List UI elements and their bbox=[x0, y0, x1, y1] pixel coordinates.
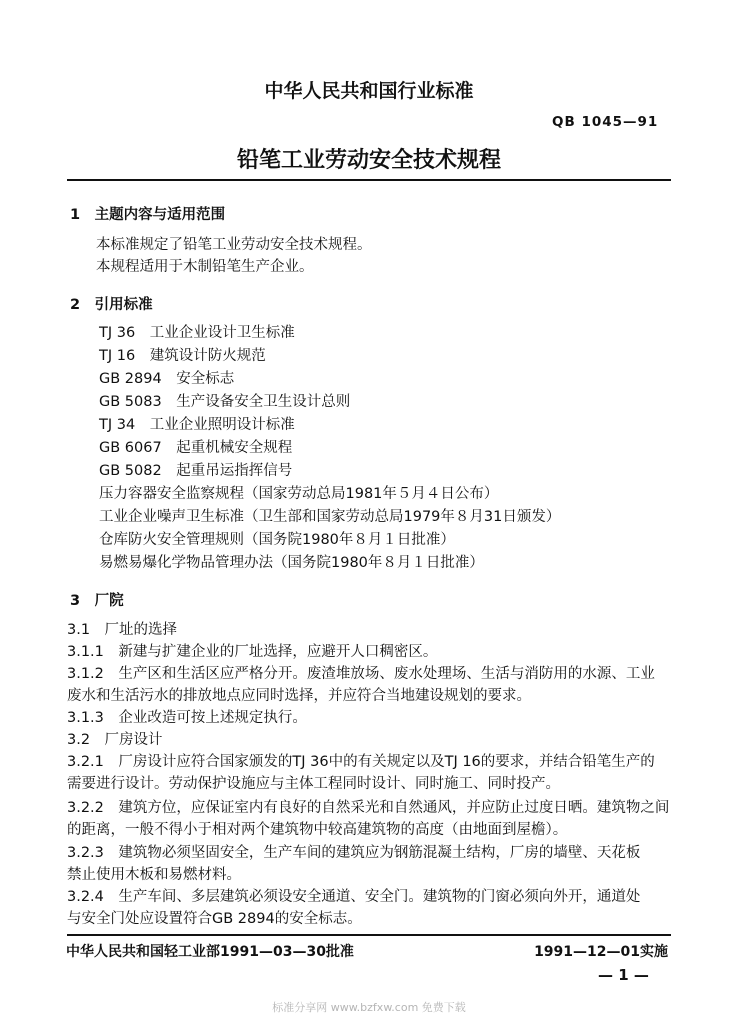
clause-3-2-1-line-2: 需要进行设计。劳动保护设施应与主体工程同时设计、同时施工、同时投产。 bbox=[67, 776, 560, 792]
reference-item: 压力容器安全监察规程（国家劳动总局1981年５月４日公布） bbox=[99, 486, 499, 502]
reference-item: 工业企业噪声卫生标准（卫生部和国家劳动总局1979年８月31日颁发） bbox=[99, 509, 561, 525]
reference-item: GB 5082 起重吊运指挥信号 bbox=[99, 463, 293, 479]
reference-item: GB 6067 起重机械安全规程 bbox=[99, 440, 293, 456]
clause-3-2-2-line-2: 的距离，一般不得小于相对两个建筑物中较高建筑物的高度（由地面到屋檐）。 bbox=[67, 822, 568, 838]
effective-date: 1991—12—01实施 bbox=[534, 944, 668, 960]
approval-statement: 中华人民共和国轻工业部1991—03—30批准 bbox=[66, 944, 354, 960]
clause-3-1-2-line-1: 3.1.2 生产区和生活区应严格分开。废渣堆放场、废水处理场、生活与消防用的水源、工业 bbox=[67, 666, 655, 682]
footer-rule bbox=[67, 934, 671, 936]
standard-category: 中华人民共和国行业标准 bbox=[264, 80, 474, 102]
reference-item: 易燃易爆化学物品管理办法（国务院1980年８月１日批准） bbox=[99, 555, 484, 571]
section-3-heading: 3 厂院 bbox=[70, 593, 124, 609]
page-number: — 1 — bbox=[598, 966, 649, 984]
clause-3-2-3-line-1: 3.2.3 建筑物必须坚固安全，生产车间的建筑应为钢筋混凝土结构，厂房的墙壁、天花板 bbox=[67, 845, 641, 861]
clause-3-2-2-line-1: 3.2.2 建筑方位，应保证室内有良好的自然采光和自然通风，并应防止过度日晒。建筑物之间 bbox=[67, 800, 670, 816]
clause-3-2-4-line-2: 与安全门处应设置符合GB 2894的安全标志。 bbox=[67, 911, 362, 927]
reference-item: TJ 34 工业企业照明设计标准 bbox=[99, 417, 295, 433]
reference-item: TJ 16 建筑设计防火规范 bbox=[99, 348, 266, 364]
clause-3-2-1-line-1: 3.2.1 厂房设计应符合国家颁发的TJ 36中的有关规定以及TJ 16的要求，并结合铅笔生产的 bbox=[67, 754, 655, 770]
reference-item: TJ 36 工业企业设计卫生标准 bbox=[99, 325, 295, 341]
section-1-heading: 1 主题内容与适用范围 bbox=[70, 207, 226, 223]
clause-3-1-3: 3.1.3 企业改造可按上述规定执行。 bbox=[67, 710, 307, 726]
clause-3-2-heading: 3.2 厂房设计 bbox=[67, 732, 163, 748]
clause-3-1-heading: 3.1 厂址的选择 bbox=[67, 622, 178, 638]
reference-item: GB 2894 安全标志 bbox=[99, 371, 235, 387]
section-1-para-1: 本标准规定了铅笔工业劳动安全技术规程。 bbox=[96, 237, 372, 253]
clause-3-2-3-line-2: 禁止使用木板和易燃材料。 bbox=[67, 867, 241, 883]
title-rule bbox=[67, 179, 671, 181]
clause-3-1-2-line-2: 废水和生活污水的排放地点应同时选择，并应符合当地建设规划的要求。 bbox=[67, 688, 531, 704]
reference-item: 仓库防火安全管理规则（国务院1980年８月１日批准） bbox=[99, 532, 455, 548]
reference-item: GB 5083 生产设备安全卫生设计总则 bbox=[99, 394, 351, 410]
document-title: 铅笔工业劳动安全技术规程 bbox=[236, 148, 501, 173]
watermark-text: 标准分享网 www.bzfxw.com 免费下载 bbox=[272, 1001, 466, 1014]
section-1-para-2: 本规程适用于木制铅笔生产企业。 bbox=[96, 259, 314, 275]
clause-3-1-1: 3.1.1 新建与扩建企业的厂址选择，应避开人口稠密区。 bbox=[67, 644, 438, 660]
section-2-heading: 2 引用标准 bbox=[70, 297, 153, 313]
standard-code: QB 1045—91 bbox=[552, 114, 659, 130]
clause-3-2-4-line-1: 3.2.4 生产车间、多层建筑必须设安全通道、安全门。建筑物的门窗必须向外开，通道处 bbox=[67, 889, 641, 905]
